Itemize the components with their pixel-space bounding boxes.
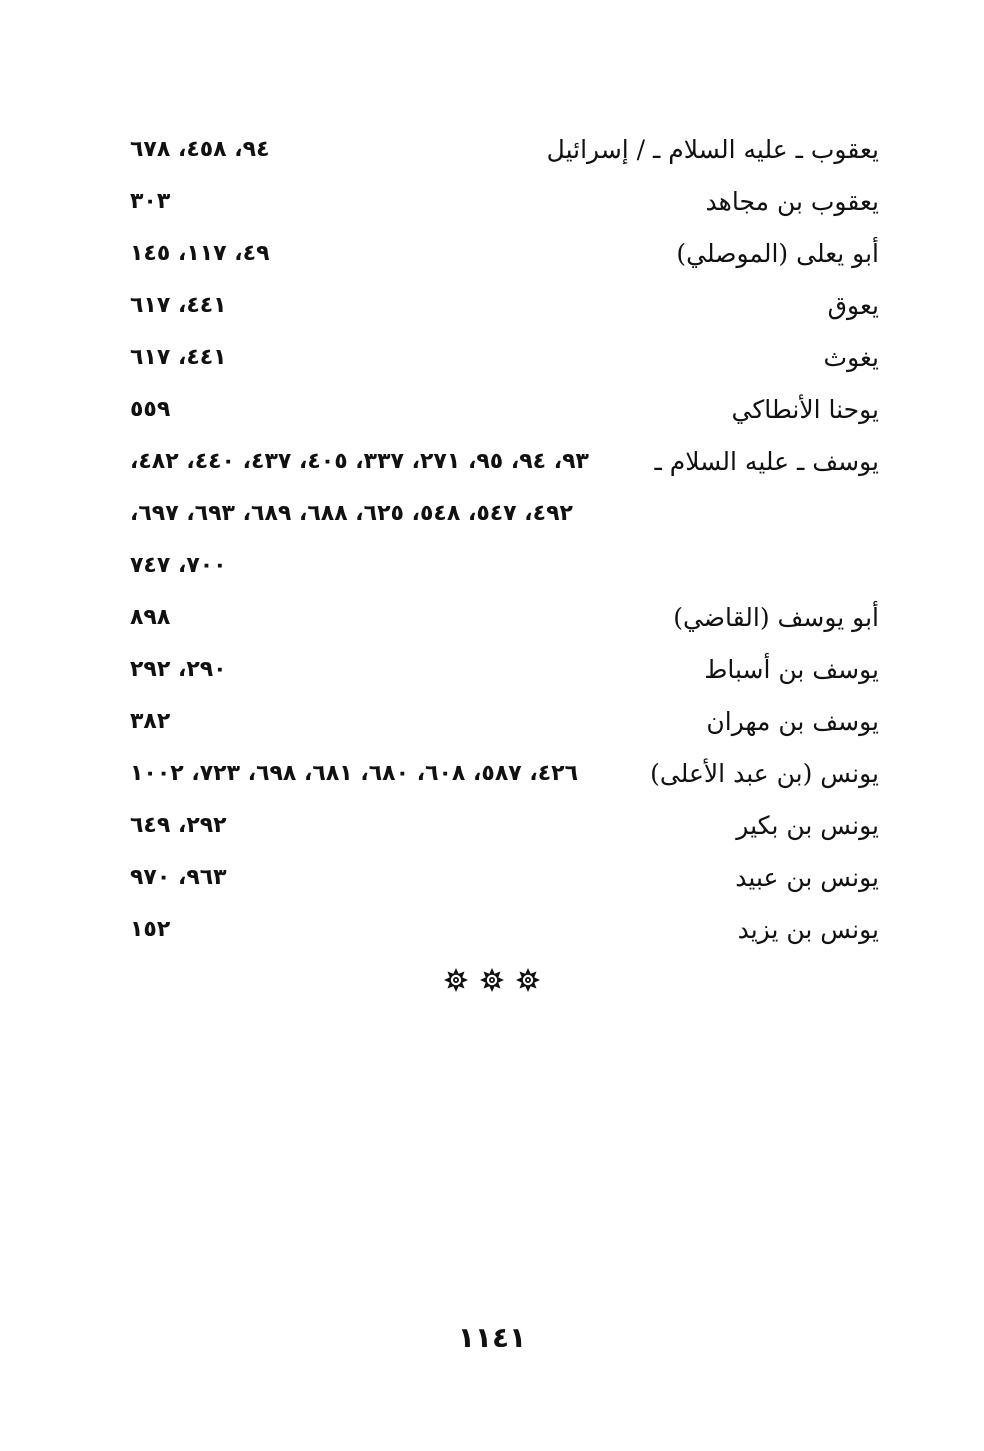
entry-name: يوحنا الأنطاكي — [731, 395, 879, 424]
entry-page-refs: ٤٢٦، ٥٨٧، ٦٠٨، ٦٨٠، ٦٨١، ٦٩٨، ٧٢٣، ١٠٠٢ — [130, 761, 579, 786]
index-entry — [120, 286, 879, 326]
star-ornament-icon — [516, 968, 540, 992]
index-entry — [120, 754, 879, 794]
entry-page-refs: ٢٩٠، ٢٩٢ — [130, 657, 227, 682]
index-entry-continuation — [120, 546, 879, 586]
entry-page-refs: ١٥٢ — [130, 917, 171, 942]
entry-page-refs: ٤٩٢، ٥٤٧، ٥٤٨، ٦٢٥، ٦٨٨، ٦٨٩، ٦٩٣، ٦٩٧، — [130, 501, 573, 526]
index-entry — [120, 858, 879, 898]
index-entry — [120, 390, 879, 430]
index-entry — [120, 130, 879, 170]
entry-page-refs: ٢٩٢، ٦٤٩ — [130, 813, 227, 838]
index-entry — [120, 598, 879, 638]
entry-name: يوسف بن أسباط — [704, 655, 879, 684]
entry-page-refs: ٥٥٩ — [130, 397, 171, 422]
entry-page-refs: ٨٩٨ — [130, 605, 171, 630]
index-entry — [120, 910, 879, 950]
entry-name: يونس بن عبيد — [735, 863, 879, 892]
entry-name: أبو يوسف (القاضي) — [673, 603, 879, 632]
entry-page-refs: ٩٤، ٤٥٨، ٦٧٨ — [130, 137, 270, 162]
index-entry — [120, 650, 879, 690]
entry-name: يعقوب ـ عليه السلام ـ / إسرائيل — [546, 135, 879, 164]
entry-page-refs: ٣٠٣ — [130, 189, 171, 214]
entry-page-refs: ٧٠٠، ٧٤٧ — [130, 553, 227, 578]
index-entry — [120, 806, 879, 846]
index-entry — [120, 182, 879, 222]
entry-name: أبو يعلى (الموصلي) — [676, 239, 879, 268]
entry-page-refs: ٩٦٣، ٩٧٠ — [130, 865, 227, 890]
entry-name: يونس بن بكير — [736, 811, 879, 840]
entry-name: يوسف بن مهران — [706, 707, 879, 736]
index-entry — [120, 702, 879, 742]
star-ornament-icon — [444, 968, 468, 992]
entry-name: يعوق — [827, 291, 879, 320]
entry-page-refs: ٣٨٢ — [130, 709, 171, 734]
entry-name: يغوث — [823, 343, 879, 372]
entry-name: يونس (بن عبد الأعلى) — [650, 759, 879, 788]
index-entry — [120, 338, 879, 378]
entry-name: يعقوب بن مجاهد — [705, 187, 879, 216]
entry-page-refs: ٤٩، ١١٧، ١٤٥ — [130, 241, 270, 266]
index-entry — [120, 234, 879, 274]
star-ornament-icon — [480, 968, 504, 992]
page-number: ١١٤١ — [457, 1321, 527, 1354]
end-ornaments — [0, 968, 984, 992]
entry-name: يونس بن يزيد — [737, 915, 879, 944]
index-entry — [120, 442, 879, 482]
entry-name: يوسف ـ عليه السلام ـ — [654, 447, 879, 476]
entry-page-refs: ٤٤١، ٦١٧ — [130, 293, 227, 318]
index-entry-continuation — [120, 494, 879, 534]
entry-page-refs: ٤٤١، ٦١٧ — [130, 345, 227, 370]
entry-page-refs: ٩٣، ٩٤، ٩٥، ٢٧١، ٣٣٧، ٤٠٥، ٤٣٧، ٤٤٠، ٤٨٢، — [130, 449, 589, 474]
